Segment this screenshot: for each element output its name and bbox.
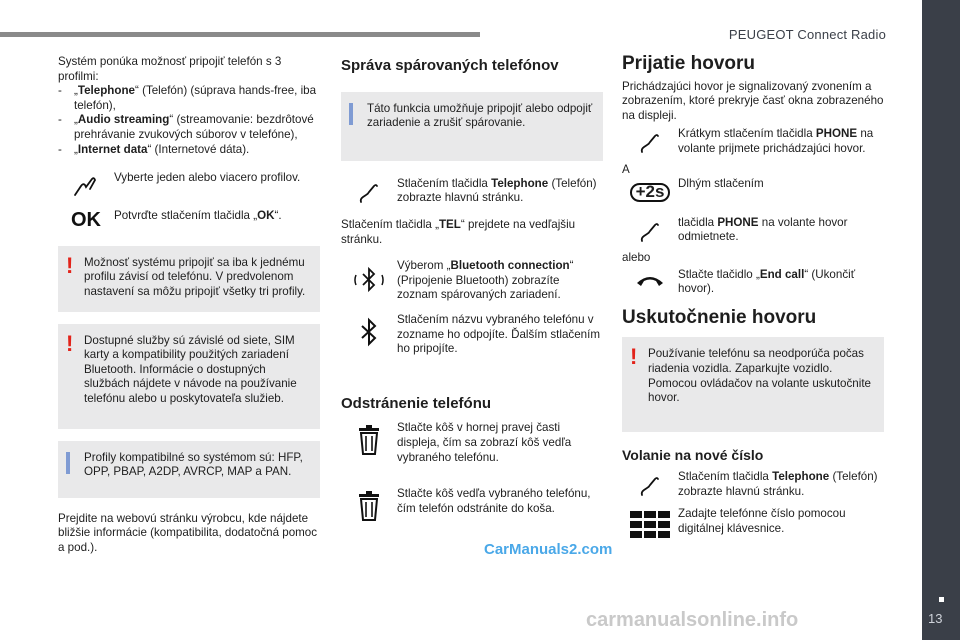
step-reject: tlačidla PHONE na volante hovor odmietnete. bbox=[622, 216, 884, 245]
info-note: Profily kompatibilné so systémom sú: HFP, OPP, PBAP, A2DP, AVRCP, MAP a PAN. bbox=[58, 441, 320, 498]
manufacturer-note: Prejdite na webovú stránku výrobcu, kde nájdete bližšie informácie (kompatibilita, dodatočná pomoc a pod.). bbox=[58, 511, 318, 554]
step-accept: Krátkym stlačením tlačidla PHONE na volante prijmete prichádzajúci hovor. bbox=[622, 127, 884, 156]
step-telephone: Stlačením tlačidla Telephone (Telefón) zobrazte hlavnú stránku. bbox=[341, 177, 603, 206]
warning-note: ! Možnosť systému pripojiť sa iba k jednému profilu závisí od telefónu. V predvolenom nastavení sa môžu pripojiť všetky tri profily. bbox=[58, 246, 320, 312]
column-1 bbox=[58, 55, 320, 555]
info-icon bbox=[349, 103, 353, 125]
page-number: 13 bbox=[928, 611, 943, 626]
handset-icon bbox=[341, 177, 397, 205]
step-remove-2: Stlačte kôš vedľa vybraného telefónu, čím telefón odstránite do koša. bbox=[341, 487, 603, 521]
column-3 bbox=[622, 55, 884, 547]
page-header: PEUGEOT Connect Radio bbox=[728, 27, 886, 42]
bluetooth-touch-icon bbox=[341, 259, 397, 297]
keypad-icon bbox=[622, 507, 678, 539]
step-remove-1: Stlačte kôš v hornej pravej časti displeja, čím sa zobrazí kôš vedľa vybraného telefónu. bbox=[341, 421, 603, 465]
side-tab-marker bbox=[939, 597, 944, 602]
warning-icon: ! bbox=[630, 344, 638, 370]
step-select-profiles: Vyberte jeden alebo viacero profilov. bbox=[58, 171, 320, 199]
touch-hand-icon bbox=[58, 171, 114, 199]
handset-icon bbox=[622, 127, 678, 155]
step-long-press: +2s Dlhým stlačením bbox=[622, 177, 884, 202]
watermark: CarManuals2.com bbox=[484, 541, 613, 558]
section-title-remove: Odstránenie telefónu bbox=[341, 394, 492, 412]
warning-note: ! Používanie telefónu sa neodporúča počas riadenia vozidla. Zaparkujte vozidlo. Pomocou ovládačov na volante uskutočnite hovor. bbox=[622, 337, 884, 431]
top-rule bbox=[0, 32, 480, 37]
section-title-receive: Prijatie hovoru bbox=[622, 53, 756, 74]
step-bluetooth-connection: Výberom „Bluetooth connection“ (Pripojenie Bluetooth) zobrazíte zoznam spárovaných zariadení. bbox=[341, 259, 603, 303]
info-icon bbox=[66, 452, 70, 474]
end-call-icon bbox=[622, 268, 678, 288]
watermark-footer: carmanualsonline.info bbox=[586, 609, 799, 631]
bluetooth-icon bbox=[341, 313, 397, 347]
trash-icon bbox=[341, 487, 397, 521]
side-tab bbox=[922, 0, 960, 640]
step-confirm: OK Potvrďte stlačením tlačidla „OK“. bbox=[58, 209, 320, 228]
or-label: alebo bbox=[622, 250, 651, 264]
section-title-make-call: Uskutočnenie hovoru bbox=[622, 306, 817, 328]
profiles-intro: Systém ponúka možnosť pripojiť telefón s 3 profilmi: bbox=[58, 55, 282, 83]
receive-intro: Prichádzajúci hovor je signalizovaný zvonením a zobrazením, ktoré prekryje časť okna zobrazeného na displeji. bbox=[622, 79, 884, 122]
trash-icon bbox=[341, 421, 397, 455]
step-end-call: Stlačte tlačidlo „End call“ (Ukončiť hovor). bbox=[622, 268, 884, 297]
warning-icon: ! bbox=[66, 252, 74, 278]
step-keypad: Zadajte telefónne číslo pomocou digitálnej klávesnice. bbox=[622, 507, 884, 539]
profile-item: - „Audio streaming“ (streamovanie: bezdrôtové prehrávanie zvukových súborov v telefóne), bbox=[58, 113, 314, 141]
info-note: Táto funkcia umožňuje pripojiť alebo odpojiť zariadenie a zrušiť spárovanie. bbox=[341, 92, 603, 161]
section-title: Správa spárovaných telefónov bbox=[341, 57, 559, 74]
section-title-new-number: Volanie na nové číslo bbox=[622, 446, 764, 463]
step-tel: Stlačením tlačidla „TEL“ prejdete na vedľajšiu stránku. bbox=[341, 217, 576, 246]
handset-icon bbox=[622, 216, 678, 244]
step-toggle-phone: Stlačením názvu vybraného telefónu v zozname ho odpojíte. Ďalším stlačením ho pripojíte. bbox=[341, 313, 603, 357]
warning-note: ! Dostupné služby sú závislé od siete, SIM karty a kompatibility použitých zariadení Bluetooth. Informácie o dostupných službách nájdete v návode na používanie telefónu alebo u poskytovateľa služieb. bbox=[58, 324, 320, 429]
step-new-telephone: Stlačením tlačidla Telephone (Telefón) zobrazte hlavnú stránku. bbox=[622, 470, 884, 499]
profile-item: - „Internet data“ (Internetové dáta). bbox=[58, 142, 250, 156]
handset-icon bbox=[622, 470, 678, 498]
or-label: A bbox=[622, 162, 630, 176]
ok-icon: OK bbox=[71, 209, 101, 232]
profile-item: - „Telephone“ (Telefón) (súprava hands-free, iba telefón), bbox=[58, 84, 317, 112]
warning-icon: ! bbox=[66, 330, 74, 356]
column-2 bbox=[341, 55, 603, 531]
two-seconds-badge: +2s bbox=[622, 177, 678, 202]
